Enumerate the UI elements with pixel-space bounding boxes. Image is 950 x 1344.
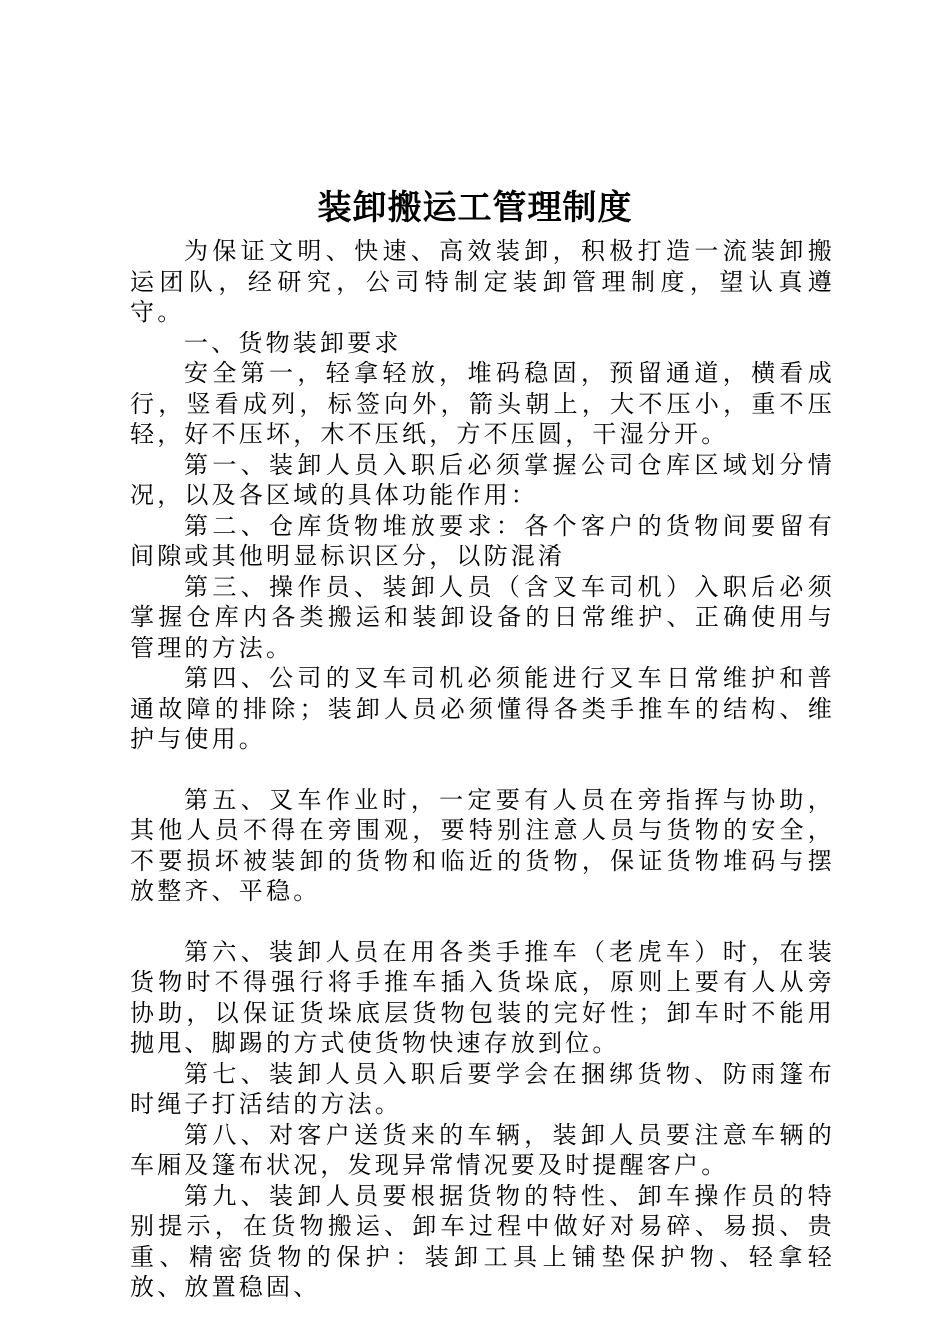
section-heading: 一、货物装卸要求 — [184, 328, 402, 357]
paragraph-rule-6: 第六、装卸人员在用各类手推车（老虎车）时，在装货物时不得强行将手推车插入货垛底，原则上要有人从旁协助，以保证货垛底层货物包装的完好性；卸车时不能用抛甩、脚踢的方式使货物快速存放到位。 — [130, 937, 835, 1057]
document-title: 装卸搬运工管理制度 — [317, 188, 633, 228]
paragraph-rule-7: 第七、装卸人员入职后要学会在捆绑货物、防雨篷布时绳子打活结的方法。 — [130, 1059, 835, 1118]
paragraph-rule-5: 第五、叉车作业时，一定要有人员在旁指挥与协助，其他人员不得在旁围观，要特别注意人员与货物的安全，不要损坏被装卸的货物和临近的货物，保证货物堆码与摆放整齐、平稳。 — [130, 785, 835, 905]
paragraph-rule-2: 第二、仓库货物堆放要求：各个客户的货物间要留有间隙或其他明显标识区分，以防混淆 — [130, 511, 835, 570]
document-body — [130, 236, 835, 1303]
paragraph-safety-principles: 安全第一，轻拿轻放，堆码稳固，预留通道，横看成行，竖看成列，标签向外，箭头朝上，大不压小，重不压轻，好不压坏，木不压纸，方不压圆，干湿分开。 — [130, 359, 835, 448]
paragraph-rule-3: 第三、操作员、装卸人员（含叉车司机）入职后必须掌握仓库内各类搬运和装卸设备的日常维护、正确使用与管理的方法。 — [130, 572, 835, 662]
paragraph-rule-9: 第九、装卸人员要根据货物的特性、卸车操作员的特别提示，在货物搬运、卸车过程中做好对易碎、易损、贵重、精密货物的保护：装卸工具上铺垫保护物、轻拿轻放、放置稳固、 — [130, 1181, 835, 1301]
paragraph-rule-8: 第八、对客户送货来的车辆，装卸人员要注意车辆的车厢及篷布状况，发现异常情况要及时提醒客户。 — [130, 1120, 835, 1179]
paragraph-rule-1: 第一、装卸人员入职后必须掌握公司仓库区域划分情况，以及各区域的具体功能作用： — [130, 450, 835, 509]
paragraph-intro: 为保证文明、快速、高效装卸，积极打造一流装卸搬运团队，经研究，公司特制定装卸管理制度，望认真遵守。 — [130, 237, 835, 326]
paragraph-rule-4: 第四、公司的叉车司机必须能进行叉车日常维护和普通故障的排除；装卸人员必须懂得各类手推车的结构、维护与使用。 — [130, 664, 835, 753]
